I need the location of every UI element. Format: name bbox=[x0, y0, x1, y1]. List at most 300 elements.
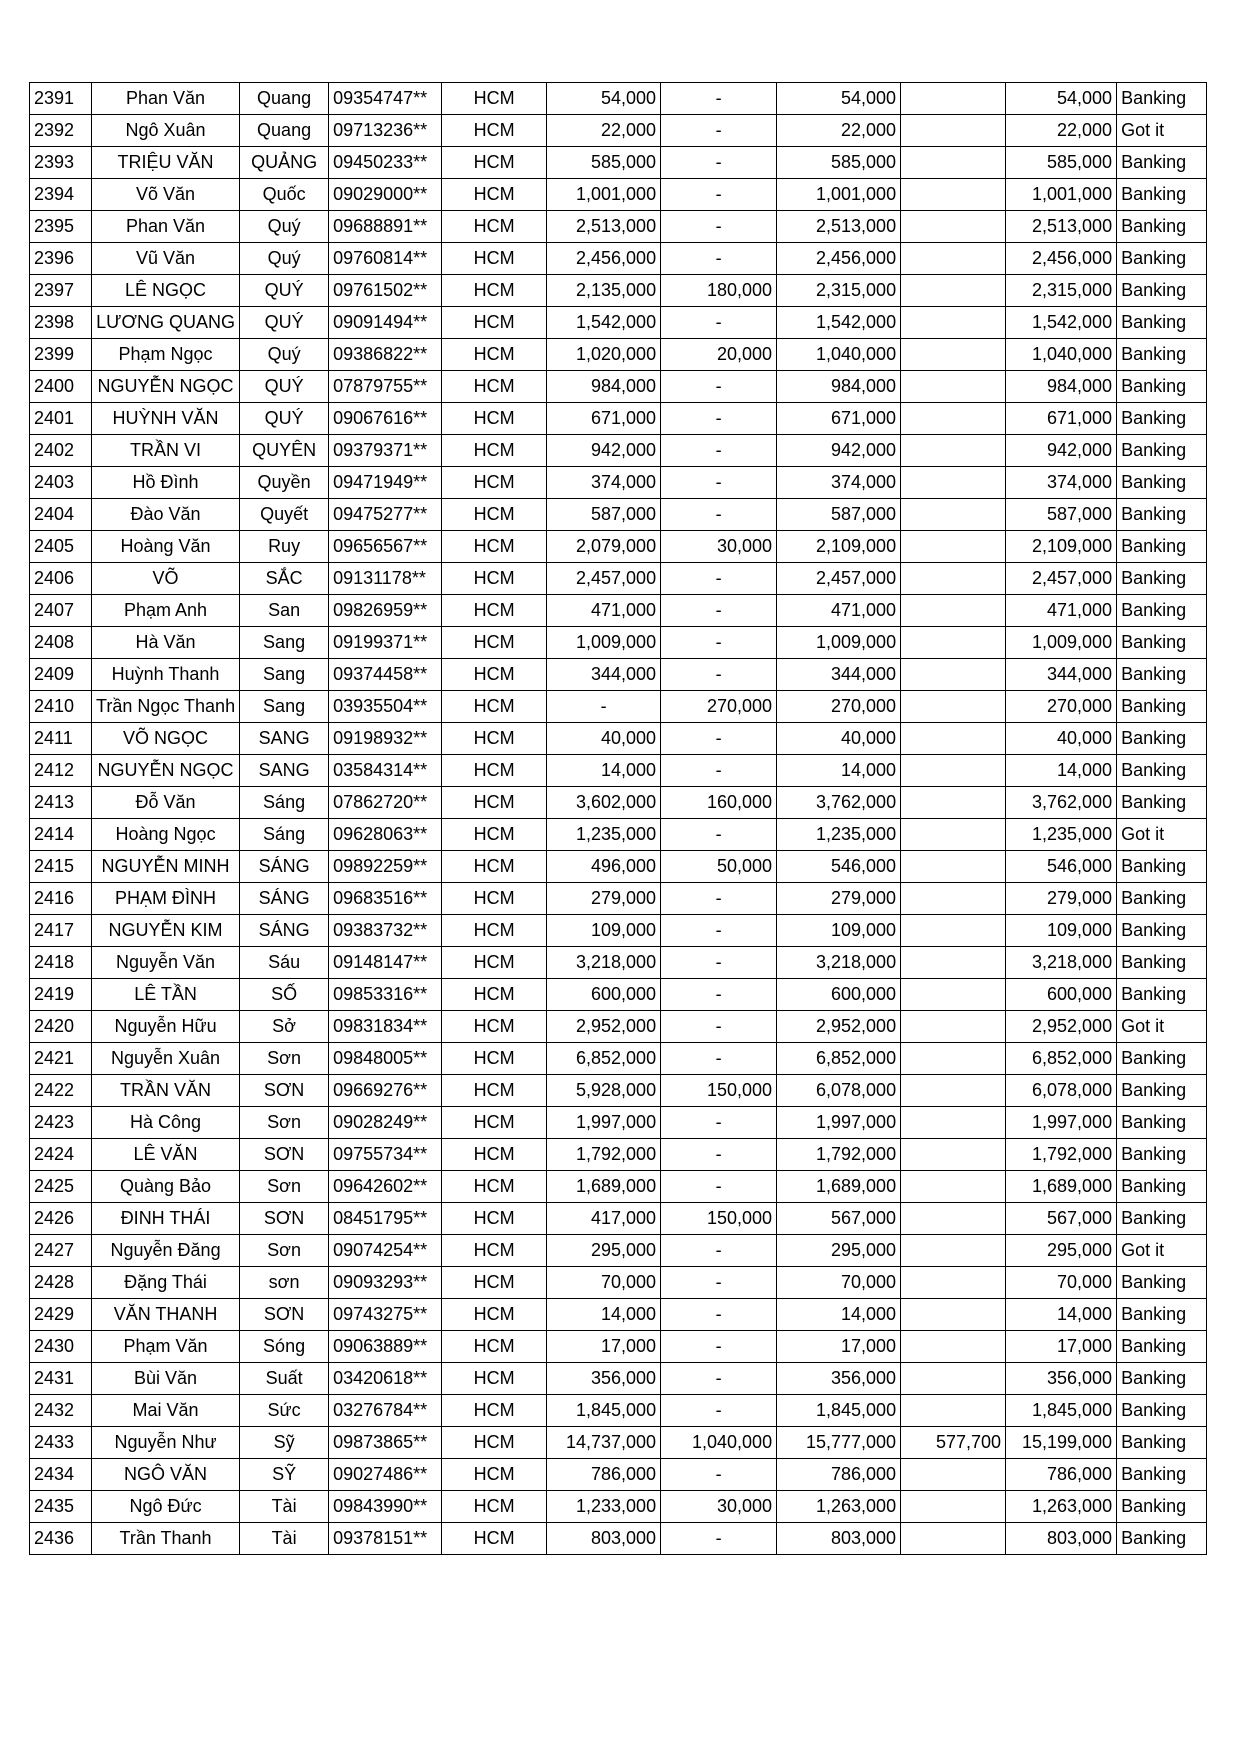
extra-cell: - bbox=[661, 1363, 777, 1395]
surname-cell: Phan Văn bbox=[92, 83, 240, 115]
amount-cell: 3,602,000 bbox=[547, 787, 661, 819]
extra-cell: - bbox=[661, 1171, 777, 1203]
amount-cell: 5,928,000 bbox=[547, 1075, 661, 1107]
given-name-cell: Sang bbox=[240, 691, 329, 723]
row-number: 2421 bbox=[30, 1043, 92, 1075]
payment-method-cell: Banking bbox=[1117, 435, 1207, 467]
surname-cell: NGUYỄN NGỌC bbox=[92, 755, 240, 787]
amount-cell: 1,845,000 bbox=[547, 1395, 661, 1427]
deduction-cell bbox=[901, 1043, 1006, 1075]
table-row bbox=[30, 147, 1207, 179]
payment-method-cell: Banking bbox=[1117, 1427, 1207, 1459]
row-number: 2425 bbox=[30, 1171, 92, 1203]
city-cell: HCM bbox=[442, 115, 547, 147]
deduction-cell bbox=[901, 947, 1006, 979]
amount-cell: 2,456,000 bbox=[547, 243, 661, 275]
amount-cell: 14,000 bbox=[547, 1299, 661, 1331]
row-number: 2416 bbox=[30, 883, 92, 915]
phone-cell: 09743275** bbox=[329, 1299, 442, 1331]
extra-cell: - bbox=[661, 211, 777, 243]
surname-cell: Nguyễn Văn bbox=[92, 947, 240, 979]
city-cell: HCM bbox=[442, 1075, 547, 1107]
city-cell: HCM bbox=[442, 1171, 547, 1203]
given-name-cell: Sơn bbox=[240, 1043, 329, 1075]
table-row bbox=[30, 531, 1207, 563]
surname-cell: Nguyễn Như bbox=[92, 1427, 240, 1459]
payment-method-cell: Banking bbox=[1117, 1043, 1207, 1075]
subtotal-cell: 14,000 bbox=[777, 755, 901, 787]
city-cell: HCM bbox=[442, 403, 547, 435]
row-number: 2391 bbox=[30, 83, 92, 115]
subtotal-cell: 6,852,000 bbox=[777, 1043, 901, 1075]
payment-method-cell: Banking bbox=[1117, 83, 1207, 115]
deduction-cell bbox=[901, 819, 1006, 851]
subtotal-cell: 3,762,000 bbox=[777, 787, 901, 819]
table-row bbox=[30, 179, 1207, 211]
subtotal-cell: 40,000 bbox=[777, 723, 901, 755]
payment-method-cell: Banking bbox=[1117, 595, 1207, 627]
table-row bbox=[30, 979, 1207, 1011]
phone-cell: 09873865** bbox=[329, 1427, 442, 1459]
given-name-cell: Sáu bbox=[240, 947, 329, 979]
subtotal-cell: 786,000 bbox=[777, 1459, 901, 1491]
total-cell: 2,952,000 bbox=[1006, 1011, 1117, 1043]
surname-cell: Phạm Anh bbox=[92, 595, 240, 627]
amount-cell: 54,000 bbox=[547, 83, 661, 115]
extra-cell: - bbox=[661, 563, 777, 595]
total-cell: 374,000 bbox=[1006, 467, 1117, 499]
table-row bbox=[30, 371, 1207, 403]
given-name-cell: SỸ bbox=[240, 1459, 329, 1491]
deduction-cell bbox=[901, 339, 1006, 371]
city-cell: HCM bbox=[442, 947, 547, 979]
amount-cell: 356,000 bbox=[547, 1363, 661, 1395]
table-row bbox=[30, 83, 1207, 115]
extra-cell: - bbox=[661, 371, 777, 403]
total-cell: 587,000 bbox=[1006, 499, 1117, 531]
city-cell: HCM bbox=[442, 915, 547, 947]
city-cell: HCM bbox=[442, 1523, 547, 1555]
payment-method-cell: Banking bbox=[1117, 467, 1207, 499]
payment-method-cell: Banking bbox=[1117, 915, 1207, 947]
city-cell: HCM bbox=[442, 979, 547, 1011]
total-cell: 270,000 bbox=[1006, 691, 1117, 723]
phone-cell: 09755734** bbox=[329, 1139, 442, 1171]
surname-cell: Hà Công bbox=[92, 1107, 240, 1139]
deduction-cell bbox=[901, 851, 1006, 883]
total-cell: 1,001,000 bbox=[1006, 179, 1117, 211]
row-number: 2411 bbox=[30, 723, 92, 755]
surname-cell: Phạm Văn bbox=[92, 1331, 240, 1363]
total-cell: 15,199,000 bbox=[1006, 1427, 1117, 1459]
surname-cell: Hà Văn bbox=[92, 627, 240, 659]
subtotal-cell: 344,000 bbox=[777, 659, 901, 691]
total-cell: 786,000 bbox=[1006, 1459, 1117, 1491]
surname-cell: Ngô Đức bbox=[92, 1491, 240, 1523]
payment-method-cell: Banking bbox=[1117, 947, 1207, 979]
given-name-cell: QUÝ bbox=[240, 371, 329, 403]
payment-method-cell: Banking bbox=[1117, 1491, 1207, 1523]
given-name-cell: QUÝ bbox=[240, 307, 329, 339]
extra-cell: - bbox=[661, 1331, 777, 1363]
surname-cell: TRẦN VĂN bbox=[92, 1075, 240, 1107]
extra-cell: - bbox=[661, 755, 777, 787]
phone-cell: 09067616** bbox=[329, 403, 442, 435]
total-cell: 984,000 bbox=[1006, 371, 1117, 403]
phone-cell: 09386822** bbox=[329, 339, 442, 371]
phone-cell: 09093293** bbox=[329, 1267, 442, 1299]
deduction-cell bbox=[901, 83, 1006, 115]
table-row bbox=[30, 787, 1207, 819]
deduction-cell bbox=[901, 1523, 1006, 1555]
row-number: 2422 bbox=[30, 1075, 92, 1107]
given-name-cell: SƠN bbox=[240, 1075, 329, 1107]
deduction-cell bbox=[901, 243, 1006, 275]
row-number: 2417 bbox=[30, 915, 92, 947]
surname-cell: NGUYỄN NGỌC bbox=[92, 371, 240, 403]
amount-cell: 2,513,000 bbox=[547, 211, 661, 243]
given-name-cell: SƠN bbox=[240, 1299, 329, 1331]
phone-cell: 09843990** bbox=[329, 1491, 442, 1523]
amount-cell: 109,000 bbox=[547, 915, 661, 947]
surname-cell: LÊ VĂN bbox=[92, 1139, 240, 1171]
surname-cell: LƯƠNG QUANG bbox=[92, 307, 240, 339]
city-cell: HCM bbox=[442, 1363, 547, 1395]
amount-cell: 496,000 bbox=[547, 851, 661, 883]
deduction-cell bbox=[901, 179, 1006, 211]
given-name-cell: Suất bbox=[240, 1363, 329, 1395]
deduction-cell bbox=[901, 307, 1006, 339]
amount-cell: 1,020,000 bbox=[547, 339, 661, 371]
given-name-cell: Sỹ bbox=[240, 1427, 329, 1459]
amount-cell: 417,000 bbox=[547, 1203, 661, 1235]
given-name-cell: QUẢNG bbox=[240, 147, 329, 179]
amount-cell: 344,000 bbox=[547, 659, 661, 691]
payment-method-cell: Banking bbox=[1117, 1267, 1207, 1299]
payment-method-cell: Banking bbox=[1117, 179, 1207, 211]
extra-cell: - bbox=[661, 1267, 777, 1299]
row-number: 2429 bbox=[30, 1299, 92, 1331]
phone-cell: 09628063** bbox=[329, 819, 442, 851]
total-cell: 6,078,000 bbox=[1006, 1075, 1117, 1107]
city-cell: HCM bbox=[442, 723, 547, 755]
table-row bbox=[30, 115, 1207, 147]
total-cell: 1,235,000 bbox=[1006, 819, 1117, 851]
phone-cell: 09669276** bbox=[329, 1075, 442, 1107]
deduction-cell bbox=[901, 979, 1006, 1011]
city-cell: HCM bbox=[442, 1267, 547, 1299]
city-cell: HCM bbox=[442, 339, 547, 371]
table-row bbox=[30, 691, 1207, 723]
given-name-cell: SẮC bbox=[240, 563, 329, 595]
total-cell: 6,852,000 bbox=[1006, 1043, 1117, 1075]
payment-method-cell: Banking bbox=[1117, 691, 1207, 723]
row-number: 2412 bbox=[30, 755, 92, 787]
amount-cell: 942,000 bbox=[547, 435, 661, 467]
row-number: 2426 bbox=[30, 1203, 92, 1235]
amount-cell: 1,235,000 bbox=[547, 819, 661, 851]
phone-cell: 09471949** bbox=[329, 467, 442, 499]
extra-cell: - bbox=[661, 243, 777, 275]
extra-cell: - bbox=[661, 1139, 777, 1171]
city-cell: HCM bbox=[442, 1011, 547, 1043]
deduction-cell bbox=[901, 883, 1006, 915]
given-name-cell: Quyền bbox=[240, 467, 329, 499]
extra-cell: - bbox=[661, 915, 777, 947]
extra-cell: - bbox=[661, 1299, 777, 1331]
extra-cell: - bbox=[661, 1107, 777, 1139]
table-row bbox=[30, 1075, 1207, 1107]
amount-cell: 585,000 bbox=[547, 147, 661, 179]
extra-cell: - bbox=[661, 147, 777, 179]
surname-cell: VĂN THANH bbox=[92, 1299, 240, 1331]
subtotal-cell: 1,009,000 bbox=[777, 627, 901, 659]
amount-cell: 471,000 bbox=[547, 595, 661, 627]
surname-cell: Đặng Thái bbox=[92, 1267, 240, 1299]
subtotal-cell: 600,000 bbox=[777, 979, 901, 1011]
city-cell: HCM bbox=[442, 819, 547, 851]
amount-cell: 1,542,000 bbox=[547, 307, 661, 339]
phone-cell: 09379371** bbox=[329, 435, 442, 467]
surname-cell: VÕ bbox=[92, 563, 240, 595]
total-cell: 600,000 bbox=[1006, 979, 1117, 1011]
deduction-cell bbox=[901, 1107, 1006, 1139]
surname-cell: LÊ NGỌC bbox=[92, 275, 240, 307]
total-cell: 17,000 bbox=[1006, 1331, 1117, 1363]
row-number: 2392 bbox=[30, 115, 92, 147]
total-cell: 803,000 bbox=[1006, 1523, 1117, 1555]
surname-cell: NGÔ VĂN bbox=[92, 1459, 240, 1491]
payment-method-cell: Banking bbox=[1117, 531, 1207, 563]
total-cell: 1,263,000 bbox=[1006, 1491, 1117, 1523]
row-number: 2406 bbox=[30, 563, 92, 595]
table-row bbox=[30, 275, 1207, 307]
subtotal-cell: 1,689,000 bbox=[777, 1171, 901, 1203]
given-name-cell: Quốc bbox=[240, 179, 329, 211]
subtotal-cell: 109,000 bbox=[777, 915, 901, 947]
phone-cell: 07879755** bbox=[329, 371, 442, 403]
city-cell: HCM bbox=[442, 1459, 547, 1491]
extra-cell: - bbox=[661, 979, 777, 1011]
surname-cell: HUỲNH VĂN bbox=[92, 403, 240, 435]
given-name-cell: Sóng bbox=[240, 1331, 329, 1363]
extra-cell: 180,000 bbox=[661, 275, 777, 307]
total-cell: 2,109,000 bbox=[1006, 531, 1117, 563]
given-name-cell: Sang bbox=[240, 627, 329, 659]
amount-cell: 70,000 bbox=[547, 1267, 661, 1299]
total-cell: 2,457,000 bbox=[1006, 563, 1117, 595]
deduction-cell bbox=[901, 915, 1006, 947]
total-cell: 3,762,000 bbox=[1006, 787, 1117, 819]
amount-cell: 1,233,000 bbox=[547, 1491, 661, 1523]
payment-method-cell: Banking bbox=[1117, 339, 1207, 371]
surname-cell: TRIỆU VĂN bbox=[92, 147, 240, 179]
amount-cell: 279,000 bbox=[547, 883, 661, 915]
subtotal-cell: 3,218,000 bbox=[777, 947, 901, 979]
city-cell: HCM bbox=[442, 1235, 547, 1267]
total-cell: 40,000 bbox=[1006, 723, 1117, 755]
phone-cell: 09683516** bbox=[329, 883, 442, 915]
city-cell: HCM bbox=[442, 211, 547, 243]
table-row bbox=[30, 1235, 1207, 1267]
subtotal-cell: 15,777,000 bbox=[777, 1427, 901, 1459]
amount-cell: 2,135,000 bbox=[547, 275, 661, 307]
table-row bbox=[30, 1299, 1207, 1331]
table-row bbox=[30, 755, 1207, 787]
extra-cell: 150,000 bbox=[661, 1203, 777, 1235]
extra-cell: - bbox=[661, 83, 777, 115]
phone-cell: 09074254** bbox=[329, 1235, 442, 1267]
given-name-cell: SƠN bbox=[240, 1203, 329, 1235]
city-cell: HCM bbox=[442, 83, 547, 115]
phone-cell: 09028249** bbox=[329, 1107, 442, 1139]
payment-method-cell: Banking bbox=[1117, 1203, 1207, 1235]
given-name-cell: Quyết bbox=[240, 499, 329, 531]
amount-cell: 1,997,000 bbox=[547, 1107, 661, 1139]
city-cell: HCM bbox=[442, 883, 547, 915]
given-name-cell: SÁNG bbox=[240, 851, 329, 883]
total-cell: 1,997,000 bbox=[1006, 1107, 1117, 1139]
phone-cell: 09642602** bbox=[329, 1171, 442, 1203]
row-number: 2405 bbox=[30, 531, 92, 563]
row-number: 2399 bbox=[30, 339, 92, 371]
city-cell: HCM bbox=[442, 1299, 547, 1331]
table-row bbox=[30, 1043, 1207, 1075]
subtotal-cell: 356,000 bbox=[777, 1363, 901, 1395]
subtotal-cell: 1,001,000 bbox=[777, 179, 901, 211]
amount-cell: 6,852,000 bbox=[547, 1043, 661, 1075]
city-cell: HCM bbox=[442, 1107, 547, 1139]
table-row bbox=[30, 1459, 1207, 1491]
payment-method-cell: Banking bbox=[1117, 307, 1207, 339]
extra-cell: 150,000 bbox=[661, 1075, 777, 1107]
extra-cell: - bbox=[661, 1523, 777, 1555]
amount-cell: 2,952,000 bbox=[547, 1011, 661, 1043]
total-cell: 70,000 bbox=[1006, 1267, 1117, 1299]
surname-cell: Nguyễn Đăng bbox=[92, 1235, 240, 1267]
given-name-cell: San bbox=[240, 595, 329, 627]
subtotal-cell: 471,000 bbox=[777, 595, 901, 627]
city-cell: HCM bbox=[442, 499, 547, 531]
phone-cell: 09831834** bbox=[329, 1011, 442, 1043]
payment-method-cell: Banking bbox=[1117, 627, 1207, 659]
extra-cell: - bbox=[661, 403, 777, 435]
extra-cell: - bbox=[661, 1011, 777, 1043]
given-name-cell: Sơn bbox=[240, 1171, 329, 1203]
city-cell: HCM bbox=[442, 371, 547, 403]
surname-cell: Quàng Bảo bbox=[92, 1171, 240, 1203]
city-cell: HCM bbox=[442, 691, 547, 723]
amount-cell: - bbox=[547, 691, 661, 723]
total-cell: 2,456,000 bbox=[1006, 243, 1117, 275]
payment-method-cell: Banking bbox=[1117, 1523, 1207, 1555]
phone-cell: 09198932** bbox=[329, 723, 442, 755]
surname-cell: Nguyễn Xuân bbox=[92, 1043, 240, 1075]
payment-method-cell: Banking bbox=[1117, 979, 1207, 1011]
given-name-cell: Sở bbox=[240, 1011, 329, 1043]
amount-cell: 1,792,000 bbox=[547, 1139, 661, 1171]
table-row bbox=[30, 1427, 1207, 1459]
deduction-cell bbox=[901, 403, 1006, 435]
payment-method-cell: Banking bbox=[1117, 403, 1207, 435]
phone-cell: 09199371** bbox=[329, 627, 442, 659]
city-cell: HCM bbox=[442, 1331, 547, 1363]
deduction-cell bbox=[901, 563, 1006, 595]
table-row bbox=[30, 915, 1207, 947]
total-cell: 546,000 bbox=[1006, 851, 1117, 883]
extra-cell: - bbox=[661, 947, 777, 979]
deduction-cell bbox=[901, 627, 1006, 659]
phone-cell: 09131178** bbox=[329, 563, 442, 595]
payment-method-cell: Banking bbox=[1117, 243, 1207, 275]
row-number: 2408 bbox=[30, 627, 92, 659]
total-cell: 1,845,000 bbox=[1006, 1395, 1117, 1427]
total-cell: 671,000 bbox=[1006, 403, 1117, 435]
city-cell: HCM bbox=[442, 851, 547, 883]
table-row bbox=[30, 243, 1207, 275]
total-cell: 585,000 bbox=[1006, 147, 1117, 179]
row-number: 2398 bbox=[30, 307, 92, 339]
row-number: 2400 bbox=[30, 371, 92, 403]
phone-cell: 09063889** bbox=[329, 1331, 442, 1363]
surname-cell: NGUYỄN MINH bbox=[92, 851, 240, 883]
row-number: 2434 bbox=[30, 1459, 92, 1491]
row-number: 2428 bbox=[30, 1267, 92, 1299]
phone-cell: 03276784** bbox=[329, 1395, 442, 1427]
row-number: 2420 bbox=[30, 1011, 92, 1043]
table-row bbox=[30, 211, 1207, 243]
table-row bbox=[30, 1267, 1207, 1299]
given-name-cell: Quang bbox=[240, 83, 329, 115]
subtotal-cell: 1,235,000 bbox=[777, 819, 901, 851]
payment-method-cell: Banking bbox=[1117, 1107, 1207, 1139]
city-cell: HCM bbox=[442, 467, 547, 499]
row-number: 2395 bbox=[30, 211, 92, 243]
extra-cell: - bbox=[661, 467, 777, 499]
given-name-cell: QUÝ bbox=[240, 275, 329, 307]
given-name-cell: sơn bbox=[240, 1267, 329, 1299]
subtotal-cell: 1,845,000 bbox=[777, 1395, 901, 1427]
surname-cell: Đỗ Văn bbox=[92, 787, 240, 819]
total-cell: 1,009,000 bbox=[1006, 627, 1117, 659]
total-cell: 54,000 bbox=[1006, 83, 1117, 115]
subtotal-cell: 6,078,000 bbox=[777, 1075, 901, 1107]
city-cell: HCM bbox=[442, 563, 547, 595]
row-number: 2407 bbox=[30, 595, 92, 627]
total-cell: 22,000 bbox=[1006, 115, 1117, 147]
subtotal-cell: 270,000 bbox=[777, 691, 901, 723]
given-name-cell: Sơn bbox=[240, 1235, 329, 1267]
phone-cell: 09027486** bbox=[329, 1459, 442, 1491]
extra-cell: - bbox=[661, 179, 777, 211]
surname-cell: Bùi Văn bbox=[92, 1363, 240, 1395]
subtotal-cell: 1,997,000 bbox=[777, 1107, 901, 1139]
deduction-cell bbox=[901, 435, 1006, 467]
surname-cell: Hoàng Văn bbox=[92, 531, 240, 563]
subtotal-cell: 54,000 bbox=[777, 83, 901, 115]
table-row bbox=[30, 595, 1207, 627]
subtotal-cell: 2,109,000 bbox=[777, 531, 901, 563]
payment-method-cell: Banking bbox=[1117, 147, 1207, 179]
surname-cell: Huỳnh Thanh bbox=[92, 659, 240, 691]
total-cell: 1,792,000 bbox=[1006, 1139, 1117, 1171]
city-cell: HCM bbox=[442, 179, 547, 211]
deduction-cell bbox=[901, 1235, 1006, 1267]
surname-cell: PHẠM ĐÌNH bbox=[92, 883, 240, 915]
extra-cell: - bbox=[661, 819, 777, 851]
deduction-cell bbox=[901, 1491, 1006, 1523]
extra-cell: - bbox=[661, 659, 777, 691]
